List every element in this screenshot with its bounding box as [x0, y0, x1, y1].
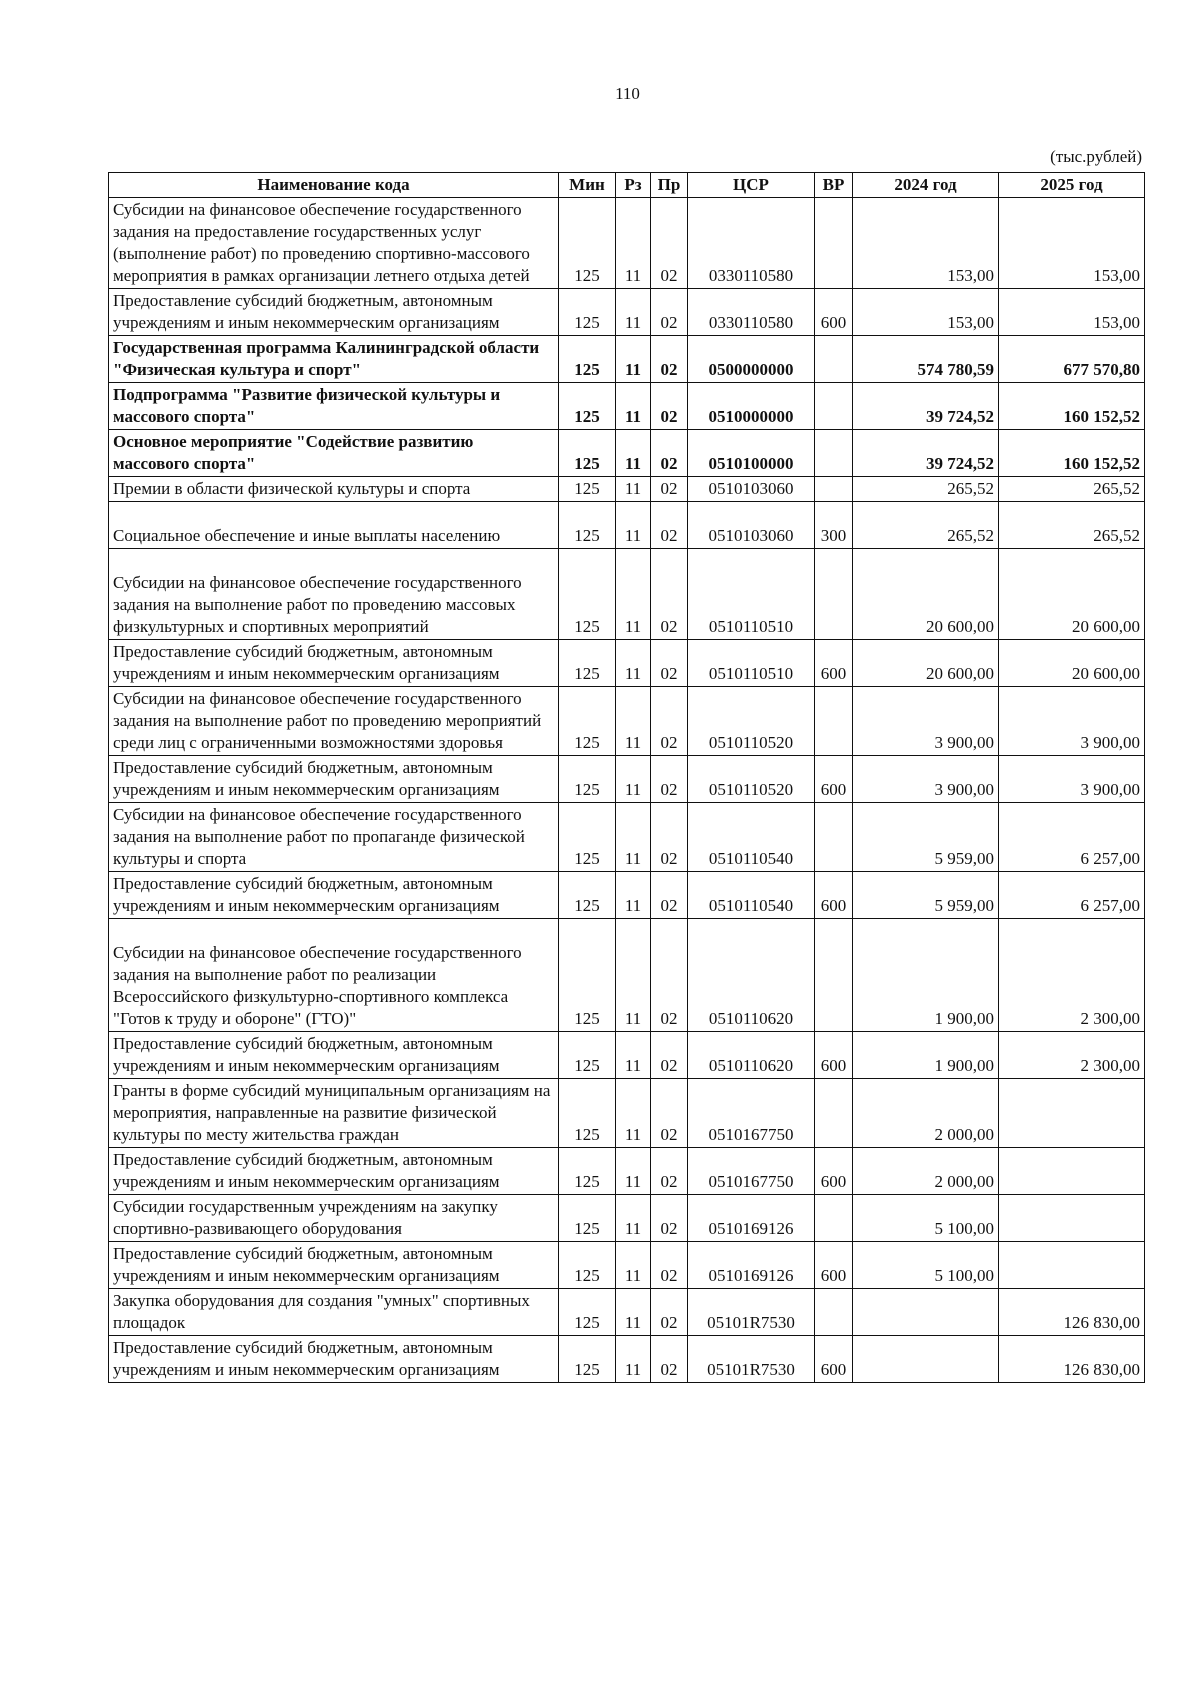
cell-min: 125 [559, 477, 616, 502]
cell-vr: 600 [815, 1032, 853, 1079]
cell-2024: 39 724,52 [853, 383, 999, 430]
cell-vr [815, 336, 853, 383]
header-pr: Пр [651, 173, 688, 198]
cell-min: 125 [559, 430, 616, 477]
cell-csr: 0510110620 [688, 1032, 815, 1079]
cell-2025: 2 300,00 [999, 919, 1145, 1032]
cell-vr: 600 [815, 1336, 853, 1383]
cell-2024 [853, 1289, 999, 1336]
table-row [109, 756, 1145, 803]
cell-rz: 11 [616, 1242, 651, 1289]
cell-2024: 574 780,59 [853, 336, 999, 383]
cell-2025: 265,52 [999, 477, 1145, 502]
cell-min: 125 [559, 640, 616, 687]
cell-2025 [999, 1195, 1145, 1242]
cell-name: Субсидии на финансовое обеспечение государственного задания на выполнение работ по пропаганде физической культуры и спорта [109, 803, 559, 872]
cell-name: Субсидии на финансовое обеспечение государственного задания на выполнение работ по проведению мероприятий среди лиц с ограниченными возможностями здоровья [109, 687, 559, 756]
cell-name: Предоставление субсидий бюджетным, автономным учреждениям и иным некоммерческим организациям [109, 1336, 559, 1383]
cell-2025: 265,52 [999, 502, 1145, 549]
cell-2025 [999, 1079, 1145, 1148]
cell-rz: 11 [616, 803, 651, 872]
cell-name: Предоставление субсидий бюджетным, автономным учреждениям и иным некоммерческим организациям [109, 756, 559, 803]
table-row [109, 383, 1145, 430]
cell-rz: 11 [616, 640, 651, 687]
cell-csr: 05101R7530 [688, 1336, 815, 1383]
cell-name: Государственная программа Калининградской области "Физическая культура и спорт" [109, 336, 559, 383]
cell-rz: 11 [616, 1336, 651, 1383]
header-csr: ЦСР [688, 173, 815, 198]
cell-pr: 02 [651, 198, 688, 289]
header-2024: 2024 год [853, 173, 999, 198]
cell-pr: 02 [651, 1289, 688, 1336]
table-row [109, 289, 1145, 336]
cell-vr: 600 [815, 756, 853, 803]
cell-pr: 02 [651, 1195, 688, 1242]
cell-csr: 0510110520 [688, 687, 815, 756]
cell-csr: 0510110520 [688, 756, 815, 803]
cell-vr [815, 477, 853, 502]
cell-vr [815, 919, 853, 1032]
cell-name: Субсидии на финансовое обеспечение государственного задания на выполнение работ по реализации Всероссийского физкультурно-спортивного комплекса "Готов к труду и обороне" (ГТО)" [109, 919, 559, 1032]
cell-vr [815, 1079, 853, 1148]
cell-2025: 3 900,00 [999, 687, 1145, 756]
cell-pr: 02 [651, 919, 688, 1032]
cell-min: 125 [559, 1148, 616, 1195]
cell-rz: 11 [616, 919, 651, 1032]
cell-pr: 02 [651, 549, 688, 640]
cell-vr [815, 1289, 853, 1336]
table-row [109, 640, 1145, 687]
header-min: Мин [559, 173, 616, 198]
table-row [109, 1079, 1145, 1148]
cell-min: 125 [559, 872, 616, 919]
cell-pr: 02 [651, 1336, 688, 1383]
cell-rz: 11 [616, 289, 651, 336]
cell-pr: 02 [651, 477, 688, 502]
cell-csr: 0500000000 [688, 336, 815, 383]
cell-min: 125 [559, 756, 616, 803]
cell-2024: 265,52 [853, 477, 999, 502]
cell-rz: 11 [616, 198, 651, 289]
cell-vr: 300 [815, 502, 853, 549]
cell-2024: 265,52 [853, 502, 999, 549]
cell-name: Предоставление субсидий бюджетным, автономным учреждениям и иным некоммерческим организациям [109, 1148, 559, 1195]
cell-csr: 0510103060 [688, 502, 815, 549]
cell-name: Предоставление субсидий бюджетным, автономным учреждениям и иным некоммерческим организациям [109, 289, 559, 336]
cell-rz: 11 [616, 430, 651, 477]
cell-2024: 5 959,00 [853, 872, 999, 919]
cell-pr: 02 [651, 430, 688, 477]
cell-min: 125 [559, 549, 616, 640]
cell-csr: 0510103060 [688, 477, 815, 502]
cell-rz: 11 [616, 872, 651, 919]
cell-2024: 20 600,00 [853, 640, 999, 687]
cell-2025: 126 830,00 [999, 1289, 1145, 1336]
cell-rz: 11 [616, 1079, 651, 1148]
cell-min: 125 [559, 687, 616, 756]
cell-2025: 153,00 [999, 289, 1145, 336]
cell-csr: 0330110580 [688, 289, 815, 336]
cell-csr: 0510000000 [688, 383, 815, 430]
cell-rz: 11 [616, 687, 651, 756]
cell-csr: 0510169126 [688, 1242, 815, 1289]
cell-2024: 2 000,00 [853, 1079, 999, 1148]
cell-vr [815, 430, 853, 477]
cell-2024: 5 100,00 [853, 1195, 999, 1242]
cell-2025: 6 257,00 [999, 872, 1145, 919]
cell-rz: 11 [616, 383, 651, 430]
cell-2024 [853, 1336, 999, 1383]
cell-name: Социальное обеспечение и иные выплаты населению [109, 502, 559, 549]
cell-vr: 600 [815, 1242, 853, 1289]
cell-min: 125 [559, 1242, 616, 1289]
cell-csr: 0510100000 [688, 430, 815, 477]
table-row [109, 803, 1145, 872]
cell-name: Предоставление субсидий бюджетным, автономным учреждениям и иным некоммерческим организациям [109, 640, 559, 687]
cell-vr [815, 198, 853, 289]
cell-vr: 600 [815, 872, 853, 919]
cell-2025 [999, 1148, 1145, 1195]
table-row [109, 477, 1145, 502]
cell-vr: 600 [815, 289, 853, 336]
cell-min: 125 [559, 289, 616, 336]
cell-2025: 153,00 [999, 198, 1145, 289]
table-row [109, 687, 1145, 756]
cell-2024: 153,00 [853, 289, 999, 336]
table-row [109, 1242, 1145, 1289]
cell-min: 125 [559, 1032, 616, 1079]
header-2025: 2025 год [999, 173, 1145, 198]
cell-name: Премии в области физической культуры и спорта [109, 477, 559, 502]
cell-name: Субсидии государственным учреждениям на закупку спортивно-развивающего оборудования [109, 1195, 559, 1242]
table-row [109, 872, 1145, 919]
cell-rz: 11 [616, 477, 651, 502]
cell-csr: 0510110540 [688, 803, 815, 872]
cell-2025: 126 830,00 [999, 1336, 1145, 1383]
table-row [109, 549, 1145, 640]
cell-min: 125 [559, 919, 616, 1032]
cell-name: Гранты в форме субсидий муниципальным организациям на мероприятия, направленные на развитие физической культуры по месту жительства граждан [109, 1079, 559, 1148]
table-row [109, 198, 1145, 289]
cell-pr: 02 [651, 687, 688, 756]
header-name: Наименование кода [109, 173, 559, 198]
cell-name: Предоставление субсидий бюджетным, автономным учреждениям и иным некоммерческим организациям [109, 1032, 559, 1079]
cell-2024: 39 724,52 [853, 430, 999, 477]
cell-name: Подпрограмма "Развитие физической культуры и массового спорта" [109, 383, 559, 430]
table-header-row [109, 173, 1145, 198]
cell-vr [815, 687, 853, 756]
table-row [109, 1195, 1145, 1242]
cell-name: Субсидии на финансовое обеспечение государственного задания на выполнение работ по проведению массовых физкультурных и спортивных мероприятий [109, 549, 559, 640]
cell-csr: 0510110510 [688, 549, 815, 640]
cell-2025: 20 600,00 [999, 640, 1145, 687]
table-row [109, 336, 1145, 383]
cell-rz: 11 [616, 1289, 651, 1336]
cell-pr: 02 [651, 872, 688, 919]
cell-min: 125 [559, 198, 616, 289]
cell-name: Субсидии на финансовое обеспечение государственного задания на предоставление государственных услуг (выполнение работ) по проведению спортивно-массового мероприятия в рамках организации летнего отдыха детей [109, 198, 559, 289]
cell-vr: 600 [815, 1148, 853, 1195]
table-row [109, 1148, 1145, 1195]
cell-2024: 153,00 [853, 198, 999, 289]
cell-pr: 02 [651, 640, 688, 687]
cell-pr: 02 [651, 336, 688, 383]
cell-2024: 5 959,00 [853, 803, 999, 872]
cell-csr: 0510169126 [688, 1195, 815, 1242]
cell-min: 125 [559, 502, 616, 549]
cell-pr: 02 [651, 502, 688, 549]
cell-2024: 1 900,00 [853, 1032, 999, 1079]
cell-min: 125 [559, 383, 616, 430]
budget-table [108, 172, 1145, 1383]
cell-name: Закупка оборудования для создания "умных" спортивных площадок [109, 1289, 559, 1336]
cell-2024: 1 900,00 [853, 919, 999, 1032]
cell-2025: 3 900,00 [999, 756, 1145, 803]
cell-csr: 0510167750 [688, 1148, 815, 1195]
cell-pr: 02 [651, 1079, 688, 1148]
cell-vr [815, 803, 853, 872]
header-rz: Рз [616, 173, 651, 198]
cell-rz: 11 [616, 502, 651, 549]
cell-csr: 05101R7530 [688, 1289, 815, 1336]
units-note: (тыс.рублей) [1050, 147, 1142, 166]
cell-min: 125 [559, 803, 616, 872]
cell-pr: 02 [651, 756, 688, 803]
cell-rz: 11 [616, 1032, 651, 1079]
cell-name: Предоставление субсидий бюджетным, автономным учреждениям и иным некоммерческим организациям [109, 1242, 559, 1289]
table-row [109, 430, 1145, 477]
cell-vr [815, 1195, 853, 1242]
cell-rz: 11 [616, 1195, 651, 1242]
cell-name: Предоставление субсидий бюджетным, автономным учреждениям и иным некоммерческим организациям [109, 872, 559, 919]
cell-csr: 0510110620 [688, 919, 815, 1032]
cell-pr: 02 [651, 383, 688, 430]
cell-rz: 11 [616, 756, 651, 803]
cell-2025: 20 600,00 [999, 549, 1145, 640]
table-row [109, 1032, 1145, 1079]
table-row [109, 1336, 1145, 1383]
table-row [109, 919, 1145, 1032]
cell-min: 125 [559, 1079, 616, 1148]
cell-vr [815, 383, 853, 430]
cell-vr: 600 [815, 640, 853, 687]
cell-pr: 02 [651, 1148, 688, 1195]
cell-2025: 2 300,00 [999, 1032, 1145, 1079]
cell-2024: 3 900,00 [853, 687, 999, 756]
cell-pr: 02 [651, 803, 688, 872]
table-row [109, 1289, 1145, 1336]
cell-vr [815, 549, 853, 640]
cell-rz: 11 [616, 549, 651, 640]
cell-2025: 6 257,00 [999, 803, 1145, 872]
cell-2025: 160 152,52 [999, 430, 1145, 477]
table-row [109, 502, 1145, 549]
cell-csr: 0510110510 [688, 640, 815, 687]
cell-2025 [999, 1242, 1145, 1289]
cell-csr: 0510167750 [688, 1079, 815, 1148]
cell-min: 125 [559, 1195, 616, 1242]
cell-pr: 02 [651, 1032, 688, 1079]
cell-2024: 20 600,00 [853, 549, 999, 640]
cell-rz: 11 [616, 1148, 651, 1195]
cell-pr: 02 [651, 289, 688, 336]
cell-2024: 3 900,00 [853, 756, 999, 803]
cell-min: 125 [559, 1336, 616, 1383]
cell-2024: 2 000,00 [853, 1148, 999, 1195]
cell-2025: 677 570,80 [999, 336, 1145, 383]
cell-2024: 5 100,00 [853, 1242, 999, 1289]
cell-rz: 11 [616, 336, 651, 383]
cell-csr: 0330110580 [688, 198, 815, 289]
cell-csr: 0510110540 [688, 872, 815, 919]
header-vr: ВР [815, 173, 853, 198]
cell-min: 125 [559, 336, 616, 383]
page-number: 110 [615, 84, 640, 103]
cell-2025: 160 152,52 [999, 383, 1145, 430]
cell-pr: 02 [651, 1242, 688, 1289]
cell-min: 125 [559, 1289, 616, 1336]
cell-name: Основное мероприятие "Содействие развитию массового спорта" [109, 430, 559, 477]
